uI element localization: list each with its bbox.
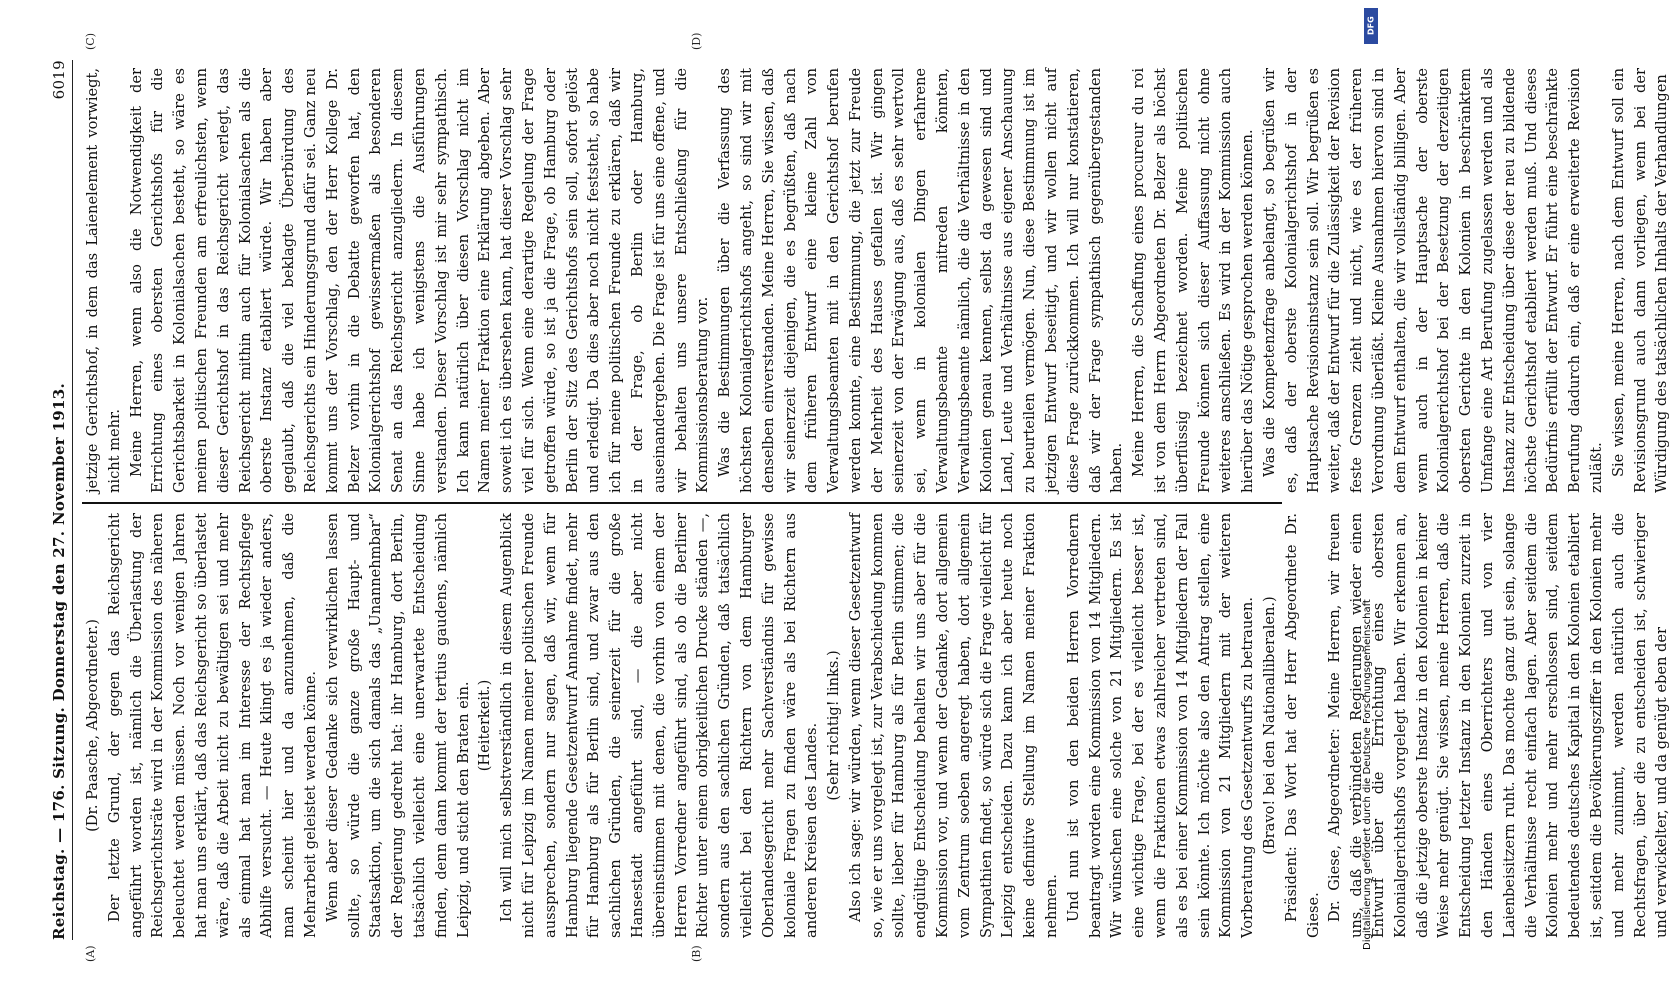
page-number: 6019 xyxy=(50,60,68,100)
paragraph: Und nun ist von den beiden Herren Vorrednern beantragt worden eine Kommission von 14 Mitgliedern. Wir wünschen eine solche von 21 Mitgliedern. Es ist eine wichtige Frage, bei der es vielleicht besser ist, wenn die Fraktionen etwas zahlreicher vertreten sind, als es bei einer Kommission von 14 Mitgliedern der Fall sein könnte. Ich möchte also den Antrag stellen, eine Kommission von 21 Mitgliedern mit der weiteren Vorberatung des Gesetzentwurfs zu betrauen. xyxy=(1064,513,1257,938)
stage-direction: (Bravo! bei den Nationalliberalen.) xyxy=(1261,596,1279,855)
stage-direction: (Heiterkeit.) xyxy=(476,679,494,772)
stage-direction: (Dr. Paasche, Abgeordneter.) xyxy=(84,619,101,832)
dfg-logo: DFG xyxy=(1364,8,1378,44)
running-head: Reichstag. — 176. Sitzung. Donnerstag den 27. November 1913. xyxy=(50,383,68,940)
margin-mark-d: (D) xyxy=(690,32,703,50)
text-column-right xyxy=(82,68,1671,493)
stage-direction: (Sehr richtig! links.) xyxy=(825,650,843,801)
paragraph: Was die Kompetenzfrage anbelangt, so begrüßen wir es, daß der oberste Kolonialgerichtshof in der Hauptsache Revisionsinstanz sein soll. Wir begrüßen es weiter, daß der Entwurf für die Zulässigkeit der Revision feste Grenzen zieht und nicht, wie es der früheren Verordnung überläßt. Kleine Ausnahmen hiervon sind in dem Entwurf enthalten, die wir vollständig billigen. Aber wenn auch in der Hauptsache der oberste Kolonialgerichtshof bei der Besetzung der derzeitigen obersten Gerichte in den Kolonien in beschränktem Umfange eine Art Berufung zugelassen werden und als Instanz zur Entscheidung über diese der neu zu bildende höchste Gerichtshof etabliert werden muß. Und dieses Bedürfnis erfüllt der Entwurf. Er führt eine beschränkte Berufung dadurch ein, daß er eine erweiterte Revision zuläßt. xyxy=(1261,68,1605,493)
paragraph: Ich will mich selbstverständlich in diesem Augenblick nicht für Leipzig im Namen meiner politischen Freunde aussprechen, sondern nur sagen, daß wir, wenn für Hamburg liegende Gesetzentwurf Annahme findet, mehr für Hamburg als für Berlin sind, und zwar aus den sachlichen Gründen, die seinerzeit für die große Hansestadt angeführt sind, — die aber nicht übereinstimmen mit denen, die vorhin von einem der Herren Vorredner angeführt sind, als ob die Berliner Richter unter einem obrigkeitlichen Drucke ständen —, sondern aus den sachlichen Gründen, daß tatsächlich vielleicht bei den Richtern von dem Hamburger Oberlandesgericht mehr Sachverständnis für gewisse koloniale Fragen zu finden wäre als bei Richtern aus anderen Kreisen des Landes. xyxy=(498,513,821,938)
digitization-note: Digitalisierung gefördert durch die Deutsche Forschungsgemeinschaft xyxy=(1362,599,1373,950)
paragraph: Der letzte Grund, der gegen das Reichsgericht angeführt worden ist, nämlich die Überlastung der Reichsgerichtsräte wird in der Kommission des näheren beleuchtet werden müssen. Noch vor wenigen Jahren hat man uns erklärt, daß das Reichsgericht so überlastet wäre, daß die Arbeit nicht zu bewältigen sei und mehr als einmal hat man im Interesse der Rechtspflege Abhilfe versucht. — Heute klingt es ja wieder anders, man scheint hier und da anzunehmen, daß die Mehrarbeit geleistet werden könne. xyxy=(105,513,319,938)
paragraph: Wenn aber dieser Gedanke sich verwirklichen lassen sollte, so würde die ganze große Haupt- und Staatsaktion, um die sich damals das „Unannehmbar“ der Regierung gedreht hat: ihr Hamburg, dort Berlin, tatsächlich vielleicht eine unerwartete Entscheidung finden, denn dann kommt der tertius gaudens, nämlich Leipzig, und sticht den Braten ein. xyxy=(323,513,472,938)
paragraph: Meine Herren, die Schaffung eines procureur du roi ist von dem Herrn Abgeordneten Dr. Belzer als höchst überflüssig bezeichnet worden. Meine politischen Freunde können sich dieser Auffassung nicht ohne weiteres anschließen. Es wird in der Kommission auch hierüber das Nötige gesprochen werden können. xyxy=(1130,68,1257,493)
paragraph: Also ich sage: wir würden, wenn dieser Gesetzentwurf so, wie er uns vorgelegt ist, zur Verabschiedung kommen sollte, lieber für Hamburg als für Berlin stimmen; die endgültige Entscheidung behalten wir uns aber für die Kommission vor, und wenn der Gedanke, dort allgemein vom Zentrum soeben angeregt haben, dort allgemein Sympathien findet, so würde sich die Frage vielleicht für Leipzig entscheiden. Dazu kann ich aber heute noch keine definitive Stellung im Namen meiner Fraktion nehmen. xyxy=(846,513,1061,938)
margin-mark-b: (B) xyxy=(690,945,703,962)
paragraph: Sie wissen, meine Herren, nach dem Entwurf soll ein Revisionsgrund auch dann vorliegen, wenn bei der Würdigung des tatsächlichen Inhalts der Verhandlungen xyxy=(1609,68,1671,493)
paragraph: jetzige Gerichtshof, in dem das Laienelement vorwiegt, nicht mehr. xyxy=(84,68,123,493)
paragraph: Dr. Giese, Abgeordneter: Meine Herren, wir freuen uns, daß die verbündeten Regierungen wieder einen Entwurf über die Errichtung eines obersten Kolonialgerichtshofs vorgelegt haben. Wir erkennen an, daß die jetzige oberste Instanz in den Kolonien in keiner Weise mehr genügt. Sie wissen, meine Herren, daß die Entscheidung letzter Instanz in den Kolonien zurzeit in den Händen eines Oberrichters und von vier Laienbeisitzern ruht. Das mochte ganz gut sein, solange die Verhältnisse recht einfach lagen. Aber seitdem die Kolonien mehr und mehr erschlossen sind, seitdem bedeutendes deutsches Kapital in den Kolonien etabliert ist, seitdem die Bevölkerungsziffer in den Kolonien mehr und mehr zunimmt, werden natürlich auch die Rechtsfragen, über die zu entscheiden ist, schwieriger und verwickelter, und da genügt eben der xyxy=(1326,513,1671,938)
paragraph: Was die Bestimmungen über die Verfassung des höchsten Kolonialgerichtshofs angeht, so sind wir mit denselben einverstanden. Meine Herren, Sie wissen, daß wir seinerzeit diejenigen, die es begrüßten, daß nach dem früheren Entwurf eine kleine Zahl von Verwaltungsbeamten mit in den Gerichtshof berufen werden konnte, eine Bestimmung, die jetzt zur Freude der Mehrheit des Hauses gefallen ist. Wir gingen seinerzeit von der Erwägung aus, daß es sehr wertvoll sei, wenn in kolonialen Dingen erfahrene Verwaltungsbeamte mitreden könnten, Verwaltungsbeamte nämlich, die die Verhältnisse in den Kolonien genau kennen, selbst da gewesen sind und Land, Leute und Verhältnisse aus eigener Anschauung zu beurteilen vermögen. Nun, diese Bestimmung ist im jetzigen Entwurf beseitigt, und wir wollen nicht auf diese Frage zurückkommen. Ich will nur konstatieren, daß wir der Frage sympathisch gegenübergestanden haben. xyxy=(716,68,1126,493)
page-header xyxy=(18,60,68,940)
margin-mark-c: (C) xyxy=(84,33,97,50)
header-rule xyxy=(72,60,73,940)
paragraph: Meine Herren, wenn also die Notwendigkeit der Errichtung eines obersten Gerichtshofs für die Gerichtsbarkeit in Kolonialsachen besteht, so wäre es meinen politischen Freunden am erfreulichsten, wenn dieser Gerichtshof in das Reichsgericht verlegt, das Reichsgericht mithin auch für Kolonialsachen als die oberste Instanz etabliert würde. Wir haben aber geglaubt, daß die viel beklagte Überbürdung des Reichsgerichts ein Hinderungsgrund dafür sei. Ganz neu kommt uns der Vorschlag, den der Herr Kollege Dr. Belzer vorhin in die Debatte geworfen hat, den Kolonialgerichtshof gewissermaßen als besonderen Senat an das Reichsgericht anzugliedern. In diesem Sinne habe ich wenigstens die Ausführungen verstanden. Dieser Vorschlag ist mir sehr sympathisch. Ich kann natürlich über diesen Vorschlag nicht im Namen meiner Fraktion eine Erklärung abgeben. Aber soweit ich es übersehen kann, hat dieser Vorschlag sehr viel für sich. Wenn eine derartige Regelung der Frage getroffen würde, so ist ja die Frage, ob Hamburg oder Berlin der Sitz des Gerichtshofs sein soll, sofort gelöst und erledigt. Da dies aber noch nicht feststeht, so habe ich für meine politischen Freunde zu erklären, daß wir in der Frage, ob Berlin oder Hamburg, auseinandergehen. Die Frage ist für uns eine offene, und wir behalten uns unsere Entschließung für die Kommissionsberatung vor. xyxy=(127,68,712,493)
column-divider xyxy=(82,502,1282,504)
paragraph: Präsident: Das Wort hat der Herr Abgeordnete Dr. Giese. xyxy=(1282,513,1322,938)
margin-mark-a: (A) xyxy=(84,945,97,962)
